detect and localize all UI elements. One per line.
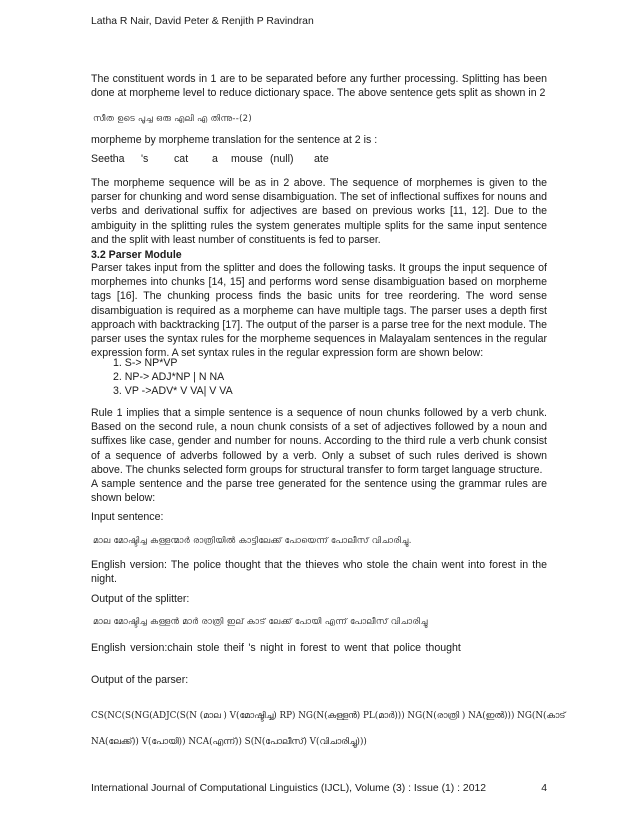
parse-tree-line-1: CS(NC(S(NG(ADJC(S(N (മാല ) V(മോഷ്ടിച്ച) RP) NG(N(കള്ളൻ) PL(മാർ))) NG(N(രാത്രി ) NA(ഇൽ))) NG(N(കാട്: [91, 711, 566, 721]
malayalam-split-sentence: സീത ഉടെ പൂച്ച ഒരു എലി എ തിന്നു--(2): [93, 114, 253, 124]
paragraph-sample: A sample sentence and the parse tree generated for the sentence using the grammar rules are shown below:: [91, 478, 547, 505]
journal-citation: International Journal of Computational Linguistics (IJCL), Volume (3) : Issue (1) : 2012: [91, 783, 487, 794]
gloss-word: a: [212, 153, 218, 165]
page-footer: [91, 782, 547, 796]
parse-tree-line-2: NA(ലേക്ക്)) V(പോയി)) NCA(എന്ന്)) S(N(പോലീസ്) V(വിചാരിച്ചു))): [91, 737, 367, 747]
gloss-word: mouse: [231, 153, 263, 165]
paragraph-rules-explanation: Rule 1 implies that a simple sentence is a sequence of noun chunks followed by a verb chunk. Based on the second rule, a noun chunk consists of a set of adjectives followed by a noun and suffixes like case, gender and number for nouns. According to the third rule a verb chunk consist of a sequence of adverbs followed by a verb. Only a subset of such rules derived is shown above. The chunks selected form groups for structural transfer to form target language structure.: [91, 407, 547, 476]
paragraph-splitting: The constituent words in 1 are to be separated before any further processing. Splitting has been done at morpheme level to reduce dictionary space. The above sentence gets split as shown in 2: [91, 73, 547, 100]
splitter-output-label: Output of the splitter:: [91, 593, 190, 605]
english-version-1: English version: The police thought that the thieves who stole the chain went into forest in the night.: [91, 559, 547, 586]
syntax-rule: 3. VP ->ADV* V VA| V VA: [113, 385, 233, 398]
page-number: 4: [541, 783, 547, 794]
malayalam-splitter-output: മാല മോഷ്ടിച്ച കള്ളൻ മാർ രാത്രി ഇല് കാട് ലേക്ക് പോയി എന്ന് പോലീസ് വിചാരിച്ചു: [93, 617, 428, 627]
gloss-word: ate: [314, 153, 329, 165]
gloss-word: Seetha: [91, 153, 125, 165]
gloss-word: (null): [270, 153, 294, 165]
syntax-rule: 1. S-> NP*VP: [113, 357, 178, 369]
section-title: 3.2 Parser Module: [91, 249, 182, 261]
parser-output-label: Output of the parser:: [91, 674, 189, 686]
syntax-rules-list: [113, 356, 233, 399]
gloss-word: 's: [141, 153, 149, 165]
malayalam-input-sentence: മാല മോഷ്ടിച്ച കള്ളന്മാർ രാത്രിയിൽ കാട്ടിലേക്ക് പോയെന്ന് പോലീസ് വിചാരിച്ചു.: [93, 536, 412, 546]
input-sentence-label: Input sentence:: [91, 511, 164, 523]
paragraph-parser: Parser takes input from the splitter and does the following tasks. It groups the input sequence of morphemes into chunks [14, 15] and performs word sense disambiguation based on morpheme tags [16]. The chunking process finds the basic units for tree reordering. The word sense disambiguation is required as a morpheme can have multiple tags. The parser uses a depth first approach with backtracking [17]. The output of the parser is a parse tree for the next module. The parser uses the syntax rules for the morpheme sequences in Malayalam sentences in the regular expression form. A set syntax rules in the regular expression form are shown below:: [91, 262, 547, 360]
english-version-2: English version:chain stole theif 's night in forest to went that police thought: [91, 642, 461, 654]
running-header: Latha R Nair, David Peter & Renjith P Ravindran: [91, 16, 314, 27]
paragraph-morpheme-sequence: The morpheme sequence will be as in 2 above. The sequence of morphemes is given to the parser for chunking and word sense disambiguation. The set of inflectional suffixes for nouns and verbs and derivational suffix for adjectives are based on previous works [11, 12]. Due to the ambiguity in the splitting rules the system generates multiple splits for the same input sentence and the split with least number of constituents is fed to parser.: [91, 177, 547, 246]
gloss-word: cat: [174, 153, 189, 165]
morpheme-translation-intro: morpheme by morpheme translation for the sentence at 2 is :: [91, 134, 378, 146]
syntax-rule: 2. NP-> ADJ*NP | N NA: [113, 371, 225, 384]
